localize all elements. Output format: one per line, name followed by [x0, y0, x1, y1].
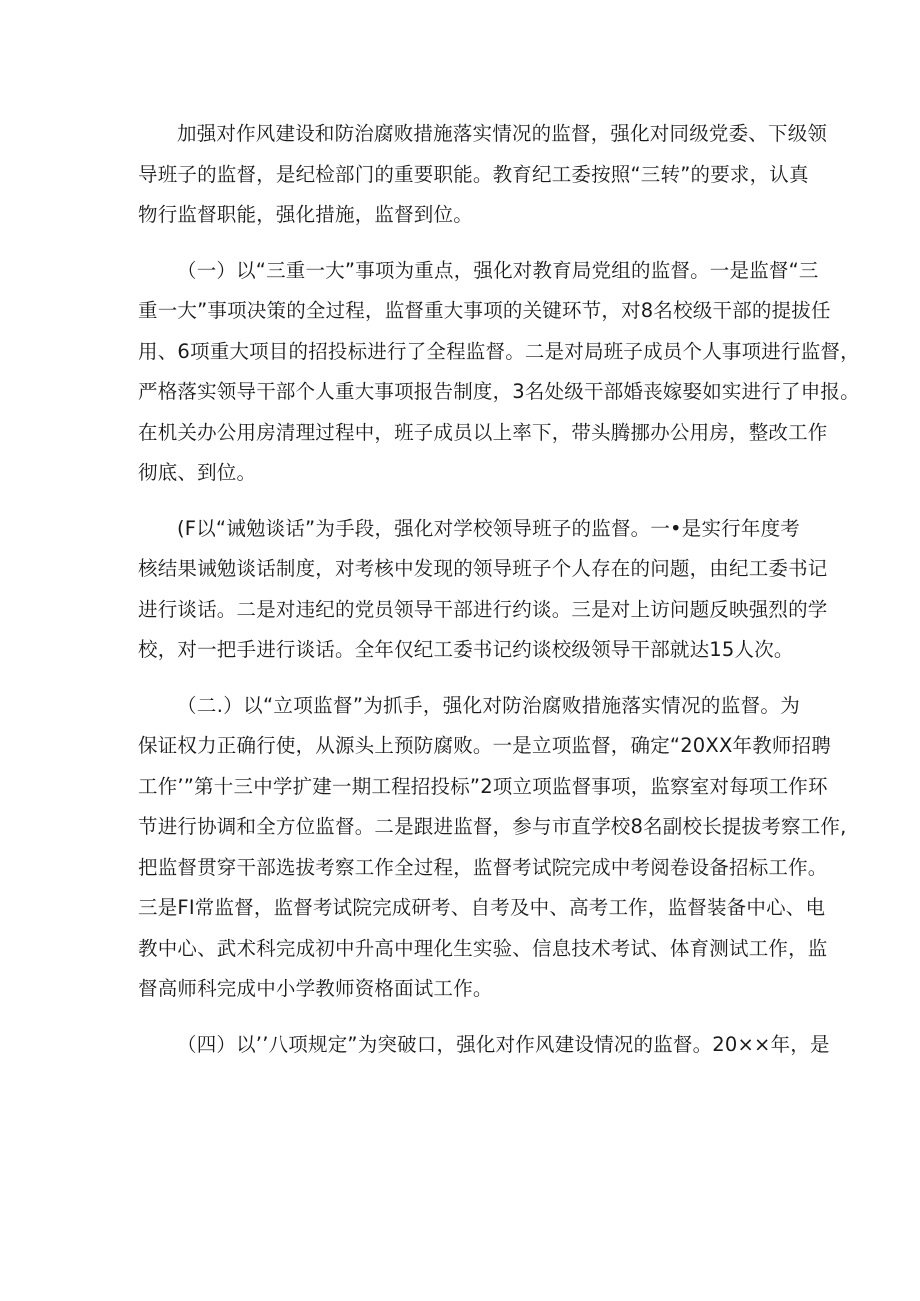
text-line: （二.）以“立项监督”为抓手，强化对防治腐败措施落实情况的监督。为: [177, 693, 800, 717]
paragraph-section-1: [138, 251, 860, 494]
text-line: 彻底、到位。: [138, 461, 257, 484]
text-line: 督高师科完成中小学教师资格面试工作。: [138, 977, 493, 1000]
paragraph-intro: [138, 114, 828, 236]
paragraph-section-4: [138, 1025, 830, 1066]
text-line: 三是FI常监督，监督考试院完成研考、自考及中、高考工作，监督装备中心、电: [138, 896, 826, 919]
text-line: 校，对一把手进行谈话。全年仅纪工委书记约谈校级领导干部就达15人次。: [138, 638, 794, 661]
text-line: 工作’”第十三中学扩建一期工程招投标”2项立项监督事项，监察室对每项工作环: [138, 774, 828, 798]
text-line: （一）以“三重一大”事项为重点，强化对教育局党组的监督。一是监督“三: [177, 258, 819, 282]
text-line: （四）以’’八项规定”为突破口，强化对作风建设情况的监督。20××年，是: [177, 1032, 830, 1056]
text-line: 加强对作风建设和防治腐败措施落实情况的监督，强化对同级党委、下级领: [177, 122, 828, 145]
text-line: 重一大”事项决策的全过程，监督重大事项的关键环节，对8名校级干部的提拔任: [138, 299, 831, 322]
text-line: 严格落实领导干部个人重大事项报告制度，3名处级干部婚丧嫁娶如实进行了申报。: [138, 380, 860, 403]
paragraph-section-2: [138, 509, 828, 671]
text-line: 进行谈话。二是对违纪的党员领导干部进行约谈。三是对上访问题反映强烈的学: [138, 597, 828, 621]
text-line: 核结果诫勉谈话制度，对考核中发现的领导班子个人存在的问题，由纪工委书记: [138, 557, 828, 580]
text-line: 教中心、武术科完成初中升高中理化生实验、信息技术考试、体育测试工作，监: [138, 936, 828, 960]
text-line: (F以“诫勉谈话”为手段，强化对学校领导班子的监督。一•是实行年度考: [177, 516, 800, 540]
paragraph-section-3: [138, 686, 847, 1010]
text-line: 导班子的监督，是纪检部门的重要职能。教育纪工委按照“三转”的要求，认真: [138, 162, 809, 186]
text-line: 在机关办公用房清理过程中，班子成员以上率下，带头腾挪办公用房，整改工作: [138, 420, 828, 444]
text-line: 节进行协调和全方位监督。二是跟进监督，参与市直学校8名副校长提拔考察工作,: [138, 815, 847, 838]
text-line: 把监督贯穿干部选拔考察工作全过程，监督考试院完成中考阅卷设备招标工作。: [138, 855, 828, 879]
text-line: 保证权力正确行使，从源头上预防腐败。一是立项监督，确定“20XX年教师招聘: [138, 734, 832, 757]
document-body: [138, 114, 860, 1080]
text-line: 物行监督职能，强化措施，监督到位。: [138, 203, 473, 226]
text-line: 用、6项重大项目的招投标进行了全程监督。二是对局班子成员个人事项进行监督，: [138, 339, 860, 363]
